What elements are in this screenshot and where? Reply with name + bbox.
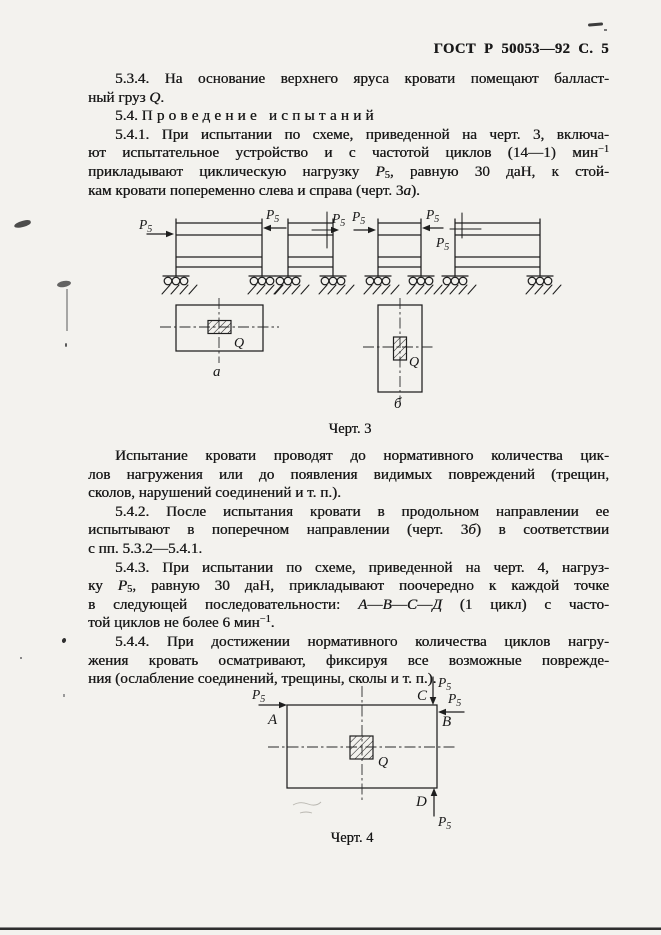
load-axis-frame-2 — [312, 211, 345, 248]
paragraph-line: испытывают в поперечном направлении (черт. 3б) в соответствии — [88, 521, 609, 539]
paragraph-line: кам кровати попеременно слева и справа (черт. 3а). — [88, 181, 420, 199]
paragraph-line: 5.4.1. При испытании по схеме, приведенной на черт. 3, включа- — [115, 125, 609, 143]
scan-artifact — [604, 29, 607, 31]
load-label: $P_5$ — [352, 209, 366, 227]
paragraph-line: той циклов не более 6 мин$^{-1}$. — [88, 614, 275, 632]
paragraph-line: 5.4.3. При испытании по схеме, приведенной на черт. 4, нагруз- — [115, 558, 609, 576]
load-label: $P_5$ — [436, 235, 450, 253]
ballast-label: Q — [409, 355, 420, 370]
paragraph-line: с пп. 5.3.2—5.4.1. — [88, 539, 203, 557]
paragraph-line: лов нагружения или до появления видимых повреждений (трещин, — [88, 465, 609, 483]
scan-artifact — [65, 343, 67, 347]
load-label: $P_5$ — [426, 207, 440, 225]
ballast-block — [208, 321, 231, 334]
load-axis-frame-4 — [435, 213, 481, 253]
ballast-block — [350, 736, 373, 759]
point-b-label: B — [442, 714, 452, 730]
paragraph-line: 5.3.4. На основание верхнего яруса кровати помещают балласт- — [115, 70, 609, 87]
pencil-smudge — [293, 802, 321, 813]
figure-3-test-scheme — [0, 200, 661, 440]
text-block-top — [88, 70, 609, 200]
load-arrow-left — [263, 207, 286, 231]
figure-3-caption: Черт. 3 — [328, 421, 372, 437]
figure-4-caption: Черт. 4 — [330, 830, 374, 846]
load-arrow-right — [138, 217, 174, 237]
load-label: $P_5$ — [252, 687, 266, 705]
point-c-label: C — [417, 688, 428, 704]
paragraph-line: 5.4.2. После испытания кровати в продольном направлении ее — [115, 502, 609, 520]
load-arrow-point-c — [417, 675, 451, 705]
gost-header-stamp: ГОСТ Р 50053—92 С. 5 — [433, 41, 609, 57]
paragraph-line: Испытание кровати проводят до нормативного количества цик- — [115, 447, 609, 464]
load-label: $P_5$ — [438, 814, 452, 832]
load-label: $P_5$ — [332, 211, 346, 229]
bed-frame-side-view-3 — [364, 219, 442, 294]
paragraph-line: сколов, нарушений соединений и т. п.). — [88, 484, 341, 502]
scan-artifact — [66, 289, 68, 331]
load-arrow-left-2 — [422, 207, 443, 231]
paragraph-line: ния (ослабление соединений, трещины, сколы и т. п.). — [88, 670, 437, 688]
scan-artifact — [61, 637, 66, 643]
paragraph-line: ный груз Q. — [88, 88, 165, 106]
paragraph-line: жения кровать осматривают, фиксируя все возможные поврежде- — [88, 651, 609, 669]
load-arrow-point-b — [438, 691, 464, 730]
load-label: $P_5$ — [266, 207, 280, 225]
ballast-label: Q — [234, 336, 245, 351]
ballast-label: Q — [378, 755, 389, 770]
paragraph-line: ку $P_5$, равную 30 даН, прикладывают поочередно к каждой точке — [88, 577, 609, 596]
bed-frame-side-view-4 — [441, 219, 561, 294]
load-label: $P_5$ — [139, 217, 153, 235]
load-arrow-point-a — [251, 687, 287, 728]
view-a-label: а — [213, 364, 221, 380]
load-arrow-right-2 — [351, 209, 376, 233]
bed-top-view-b — [363, 298, 435, 412]
view-b-label: б — [394, 396, 402, 412]
load-label: $P_5$ — [438, 675, 452, 693]
bed-top-view — [268, 686, 456, 803]
load-arrow-point-d — [415, 788, 451, 832]
point-a-label: A — [268, 712, 278, 728]
paragraph-line: ют испытательное устройство и с частотой циклов (14—1) мин$^{-1}$ — [88, 144, 609, 162]
section-heading: 5.4. Проведение испытаний — [115, 107, 378, 125]
point-d-label: D — [416, 794, 427, 810]
scan-artifact — [20, 657, 22, 659]
figure-4-test-scheme — [0, 668, 661, 858]
paragraph-line: 5.4.4. При достижении нормативного количества циклов нагру- — [115, 632, 609, 650]
text-block-bottom — [88, 447, 609, 689]
paragraph-line: прикладывают циклическую нагрузку $P_5$, равную 30 даН, к стой- — [88, 162, 609, 182]
ballast-block — [394, 337, 407, 360]
bed-frame-side-view-1 — [162, 219, 283, 294]
load-label: $P_5$ — [448, 691, 462, 709]
scan-edge-line — [0, 927, 661, 930]
paragraph-line: в следующей последовательности: А—В—С—Д (1 цикл) с часто- — [88, 595, 609, 613]
scan-artifact — [63, 694, 65, 697]
bed-top-view-a — [160, 298, 279, 380]
scan-artifact — [588, 22, 603, 26]
